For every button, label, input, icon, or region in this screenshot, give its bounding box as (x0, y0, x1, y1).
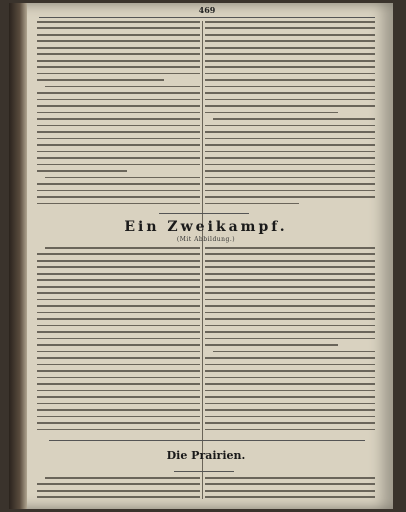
book-binding (9, 3, 27, 509)
text-line (37, 338, 200, 340)
text-line (37, 344, 200, 346)
text-line (205, 105, 375, 107)
text-line (205, 27, 375, 29)
text-line (205, 260, 375, 262)
text-block-left-3 (37, 477, 200, 503)
text-line (37, 260, 200, 262)
text-line (205, 496, 375, 498)
text-line (205, 357, 375, 359)
book-page (9, 3, 393, 509)
text-line (37, 325, 200, 327)
text-line (37, 27, 200, 29)
text-line (205, 370, 375, 372)
text-line (37, 66, 200, 68)
section-subtitle-zweikampf: (Mit Abbildung.) (176, 236, 236, 243)
section-title-zweikampf: Ein Zweikampf. (124, 219, 288, 235)
text-line (37, 53, 200, 55)
text-line (37, 305, 200, 307)
text-line (37, 396, 200, 398)
text-line (205, 429, 375, 431)
text-line (205, 344, 338, 346)
text-line (37, 351, 200, 353)
section-rule-prairien (174, 471, 234, 472)
text-line (37, 416, 200, 418)
right-column-bottom (205, 477, 375, 507)
text-line (37, 183, 200, 185)
text-line (205, 60, 375, 62)
text-line (205, 331, 375, 333)
text-line (37, 157, 200, 159)
text-line (37, 279, 200, 281)
text-line (37, 273, 200, 275)
text-line (213, 351, 375, 353)
text-line (205, 318, 375, 320)
text-line (205, 183, 375, 185)
text-line (205, 409, 375, 411)
text-line (45, 247, 200, 249)
text-line (37, 370, 200, 372)
text-line (205, 416, 375, 418)
text-line (205, 422, 375, 424)
text-block-right-3 (205, 477, 375, 503)
right-column-lower (205, 247, 375, 437)
text-line (205, 325, 375, 327)
text-line (205, 273, 375, 275)
text-line (37, 490, 200, 492)
text-line (37, 105, 200, 107)
text-line (205, 312, 375, 314)
text-line (37, 196, 200, 198)
text-line (205, 390, 375, 392)
text-line (37, 312, 200, 314)
text-line (205, 299, 375, 301)
text-line (37, 92, 200, 94)
text-line (37, 164, 200, 166)
text-line (37, 34, 200, 36)
text-line (205, 53, 375, 55)
text-line (37, 429, 200, 431)
text-line (205, 490, 375, 492)
text-line (37, 299, 200, 301)
text-line (205, 403, 375, 405)
text-line (37, 318, 200, 320)
text-line (37, 79, 164, 81)
text-line (45, 86, 200, 88)
left-column-lower (37, 247, 200, 437)
section-rule-full (49, 440, 365, 441)
text-line (205, 190, 375, 192)
text-line (205, 34, 375, 36)
text-line (205, 112, 338, 114)
text-line (37, 118, 200, 120)
text-line (205, 247, 375, 249)
text-line (37, 47, 200, 49)
header-rule (39, 17, 375, 18)
text-line (205, 79, 375, 81)
text-line (37, 364, 200, 366)
text-line (205, 40, 375, 42)
text-line (205, 92, 375, 94)
text-line (37, 190, 200, 192)
text-line (205, 21, 375, 23)
text-line (205, 99, 375, 101)
text-line (205, 396, 375, 398)
text-line (37, 266, 200, 268)
text-line (37, 253, 200, 255)
left-column-bottom (37, 477, 200, 507)
text-line (205, 364, 375, 366)
text-line (37, 409, 200, 411)
text-line (37, 403, 200, 405)
text-line (205, 253, 375, 255)
text-line (205, 279, 375, 281)
text-block-left-2 (37, 247, 200, 435)
text-line (37, 286, 200, 288)
text-line (205, 203, 299, 205)
text-line (213, 118, 375, 120)
text-line (37, 292, 200, 294)
text-line (205, 144, 375, 146)
text-line (37, 377, 200, 379)
text-line (205, 170, 375, 172)
text-line (37, 112, 200, 114)
text-block-left-1 (37, 21, 200, 209)
text-block-right-1 (205, 21, 375, 209)
text-line (37, 357, 200, 359)
text-line (205, 383, 375, 385)
text-line (37, 383, 200, 385)
text-line (37, 125, 200, 127)
text-line (37, 60, 200, 62)
text-line (37, 144, 200, 146)
page-number: 469 (198, 5, 216, 15)
text-line (205, 483, 375, 485)
text-line (205, 125, 375, 127)
text-line (205, 338, 375, 340)
text-line (205, 196, 375, 198)
text-line (205, 164, 375, 166)
text-line (37, 40, 200, 42)
text-line (37, 131, 200, 133)
text-line (37, 483, 200, 485)
text-line (37, 390, 200, 392)
text-line (205, 151, 375, 153)
text-line (45, 177, 200, 179)
text-line (205, 292, 375, 294)
page-header (39, 6, 375, 16)
text-line (37, 73, 200, 75)
text-line (205, 73, 375, 75)
section-title-prairien: Die Prairien. (166, 449, 246, 462)
text-line (205, 47, 375, 49)
text-line (45, 477, 200, 479)
column-divider (202, 21, 203, 499)
text-line (37, 422, 200, 424)
text-line (205, 266, 375, 268)
text-line (205, 66, 375, 68)
text-line (37, 496, 200, 498)
text-line (205, 477, 375, 479)
text-line (205, 131, 375, 133)
text-line (205, 138, 375, 140)
text-line (205, 86, 375, 88)
text-line (37, 331, 200, 333)
section-rule-top (159, 213, 249, 214)
text-line (37, 203, 200, 205)
text-line (205, 377, 375, 379)
text-line (37, 170, 127, 172)
text-block-right-2 (205, 247, 375, 435)
text-line (37, 138, 200, 140)
text-line (205, 177, 375, 179)
text-line (205, 305, 375, 307)
text-line (205, 286, 375, 288)
text-line (205, 157, 375, 159)
text-line (37, 21, 200, 23)
text-line (37, 99, 200, 101)
text-line (37, 151, 200, 153)
